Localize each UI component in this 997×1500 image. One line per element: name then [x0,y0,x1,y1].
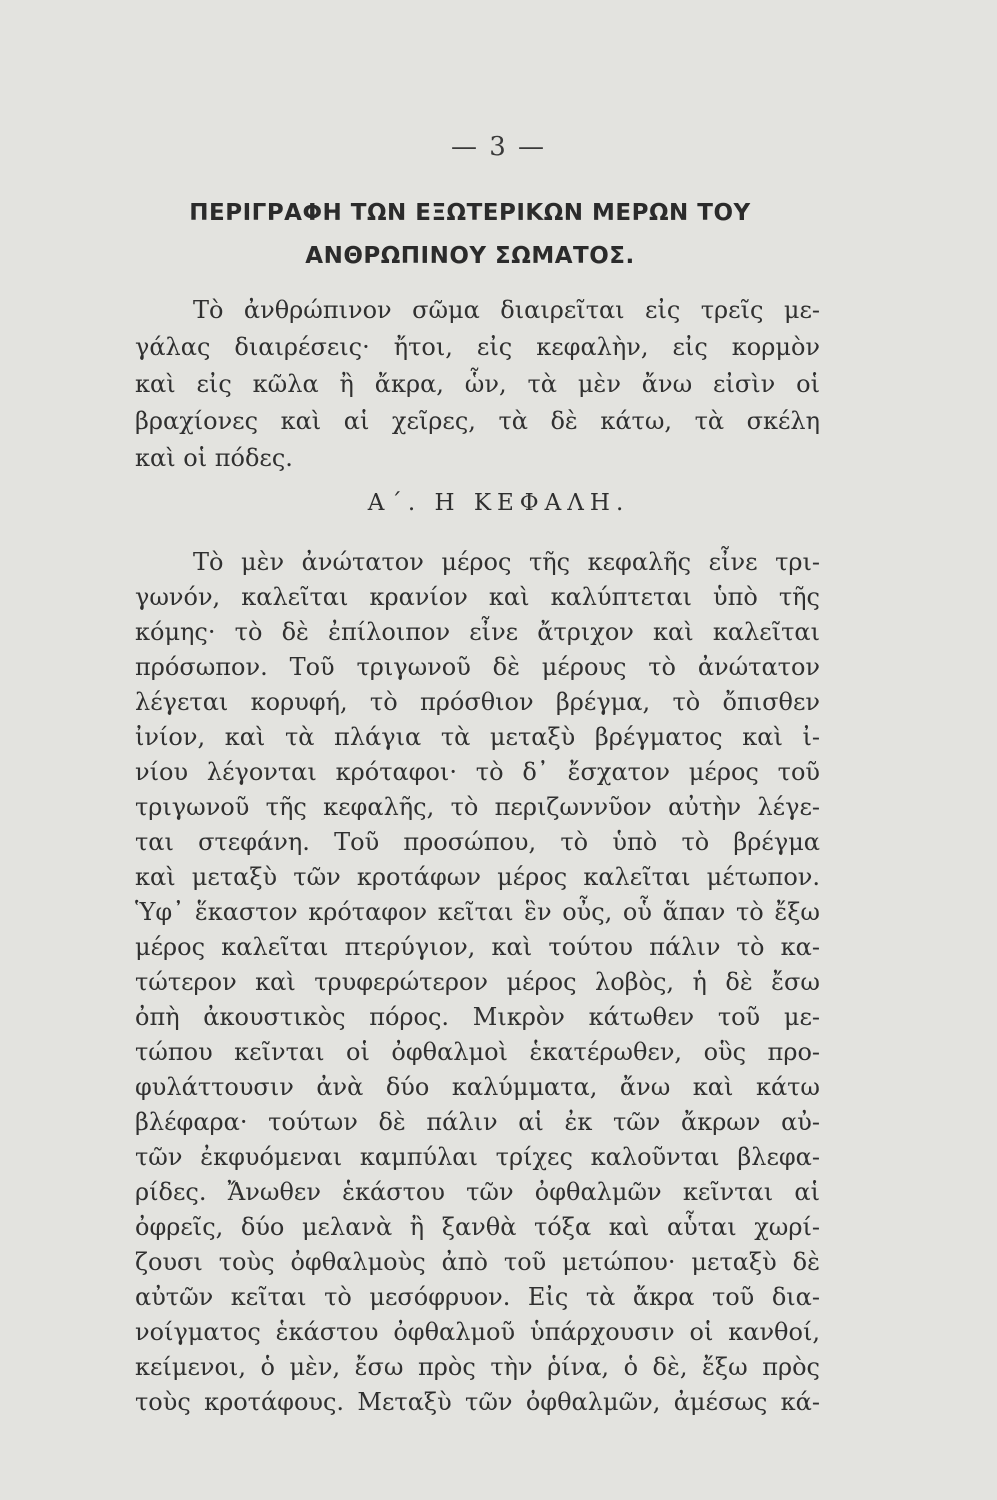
text-line: μέρος καλεῖται πτερύγιον, καὶ τούτου πάλιν τὸ κα- [135,933,820,961]
text-line: λέγεται κορυφή, τὸ πρόσθιον βρέγμα, τὸ ὄπισθεν [135,688,820,716]
text-line: ται στεφάνη. Τοῦ προσώπου, τὸ ὑπὸ τὸ βρέγμα [135,828,820,856]
text-line: καὶ μεταξὺ τῶν κροτάφων μέρος καλεῖται μέτωπον. [135,863,820,891]
text-line: Ὑφ᾽ ἕκαστον κρόταφον κεῖται ἓν οὖς, οὗ ἅπαν τὸ ἔξω [135,898,820,926]
text-line: γάλας διαιρέσεις· ἤτοι, εἰς κεφαλὴν, εἰς κορμὸν [135,333,820,361]
text-line: Τὸ ἀνθρώπινον σῶμα διαιρεῖται εἰς τρεῖς με- [193,296,820,324]
text-line: τώτερον καὶ τρυφερώτερον μέρος λοβὸς, ἡ δὲ ἔσω [135,968,820,996]
text-line: ὀπὴ ἀκουστικὸς πόρος. Μικρὸν κάτωθεν τοῦ με- [135,1003,820,1031]
text-line: ζουσι τοὺς ὀφθαλμοὺς ἀπὸ τοῦ μετώπου· μεταξὺ δὲ [135,1248,820,1276]
text-line: φυλάττουσιν ἀνὰ δύο καλύμματα, ἄνω καὶ κάτω [135,1073,820,1101]
text-line: τώπου κεῖνται οἱ ὀφθαλμοὶ ἑκατέρωθεν, οὓς προ- [135,1038,820,1066]
text-line: νοίγματος ἑκάστου ὀφθαλμοῦ ὑπάρχουσιν οἱ κανθοί, [135,1318,820,1346]
section-title: Α΄. Η ΚΕΦΑΛΗ. [367,490,630,516]
chapter-heading-line-1: ΠΕΡΙΓΡΑΦΗ ΤΩΝ ΕΞΩΤΕΡΙΚΩΝ ΜΕΡΩΝ ΤΟΥ [189,200,751,226]
text-line: ἰνίον, καὶ τὰ πλάγια τὰ μεταξὺ βρέγματος καὶ ἰ- [135,723,820,751]
text-line: τριγωνοῦ τῆς κεφαλῆς, τὸ περιζωννῦον αὐτὴν λέγε- [135,793,820,821]
text-line: κόμης· τὸ δὲ ἐπίλοιπον εἶνε ἄτριχον καὶ καλεῖται [135,618,820,646]
text-line: βραχίονες καὶ αἱ χεῖρες, τὰ δὲ κάτω, τὰ σκέλη [135,407,820,435]
text-line: ρίδες. Ἄνωθεν ἑκάστου τῶν ὀφθαλμῶν κεῖνται αἱ [135,1178,820,1206]
text-line: κείμενοι, ὁ μὲν, ἔσω πρὸς τὴν ῥίνα, ὁ δὲ, ἔξω πρὸς [135,1353,820,1381]
text-line: τῶν ἐκφυόμεναι καμπύλαι τρίχες καλοῦνται βλεφα- [135,1143,820,1171]
text-line: τοὺς κροτάφους. Μεταξὺ τῶν ὀφθαλμῶν, ἀμέσως κά- [135,1388,820,1416]
text-line: ὀφρεῖς, δύο μελανὰ ἢ ξανθὰ τόξα καὶ αὗται χωρί- [135,1213,820,1241]
text-line: βλέφαρα· τούτων δὲ πάλιν αἱ ἐκ τῶν ἄκρων αὐ- [135,1108,820,1136]
text-line: Τὸ μὲν ἀνώτατον μέρος τῆς κεφαλῆς εἶνε τρι- [193,548,820,576]
text-line: γωνόν, καλεῖται κρανίον καὶ καλύπτεται ὑπὸ τῆς [135,583,820,611]
text-line: καὶ οἱ πόδες. [135,444,293,472]
text-line: καὶ εἰς κῶλα ἢ ἄκρα, ὧν, τὰ μὲν ἄνω εἰσὶν οἱ [135,370,820,398]
text-line: νίου λέγονται κρόταφοι· τὸ δ᾽ ἔσχατον μέρος τοῦ [135,758,820,786]
text-line: πρόσωπον. Τοῦ τριγωνοῦ δὲ μέρους τὸ ἀνώτατον [135,653,820,681]
text-line: αὐτῶν κεῖται τὸ μεσόφρυον. Εἰς τὰ ἄκρα τοῦ δια- [135,1283,820,1311]
chapter-heading-line-2: ΑΝΘΡΩΠΙΝΟΥ ΣΩΜΑΤΟΣ. [305,243,635,269]
page-number: — 3 — [450,132,547,162]
